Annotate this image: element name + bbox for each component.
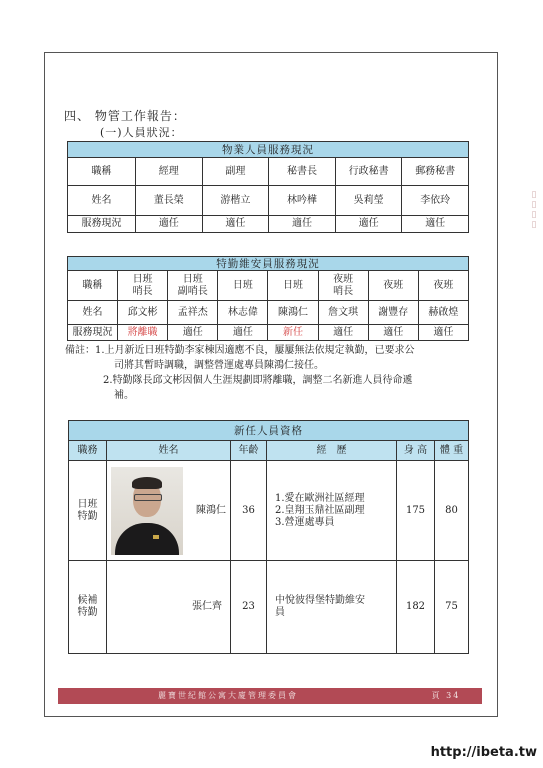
row-label: 服務現況 [68, 216, 136, 233]
duty-cell: 候補 特勤 [69, 561, 107, 654]
row-label: 職稱 [68, 158, 136, 186]
table-cell: 適任 [218, 325, 268, 341]
table-cell: 夜班 [418, 271, 468, 301]
experience-cell: 1.愛在歐洲社區經理 2.皇翔玉鼎社區副理 3.營運處專員 [267, 461, 397, 561]
new-staff-table [68, 420, 469, 654]
table-cell: 李依玲 [402, 186, 469, 216]
table-cell: 適任 [368, 325, 418, 341]
notes-label: 備註： [65, 345, 95, 356]
table-cell: 適任 [269, 216, 336, 233]
table-cell: 邱文彬 [118, 301, 168, 325]
name-cell [107, 461, 231, 561]
staff-name: 張仁齊 [192, 601, 222, 612]
table-cell: 夜班 [368, 271, 418, 301]
property-staff-table [67, 141, 469, 233]
table-cell: 林志偉 [218, 301, 268, 325]
col-header-name: 姓名 [107, 441, 231, 461]
weight-cell: 80 [435, 461, 469, 561]
staff-name: 陳鴻仁 [196, 504, 226, 516]
table-cell: 秘書長 [269, 158, 336, 186]
table-cell: 詹文琪 [318, 301, 368, 325]
table-cell: 陳鴻仁 [268, 301, 318, 325]
section-title: 四、 物管工作報告： [64, 109, 186, 123]
table-cell: 日班 [218, 271, 268, 301]
table-cell: 赫啟煌 [418, 301, 468, 325]
experience-cell: 中悅彼得堡特勤維安 員 [267, 561, 397, 654]
note-item-2: 2.特勤隊長邱文彬因個人生涯規劃即將離職，調整二名新進人員待命遞 [103, 375, 413, 386]
security-table-title: 特勤維安員服務現況 [68, 257, 469, 271]
table-cell: 副理 [202, 158, 269, 186]
table-cell: 郵務秘書 [402, 158, 469, 186]
table-cell: 適任 [402, 216, 469, 233]
row-label: 服務現況 [68, 325, 118, 341]
table-cell: 適任 [136, 216, 203, 233]
note-item-1-cont: 司將其暫時調職，調整營運處專員陳鴻仁接任。 [114, 360, 324, 371]
status-new: 新任 [268, 325, 318, 341]
row-label: 姓名 [68, 301, 118, 325]
edge-mark: ▯▯▯▯ [529, 190, 539, 230]
duty-cell: 日班 特勤 [69, 461, 107, 561]
table-cell: 適任 [318, 325, 368, 341]
table-row [69, 561, 469, 654]
table-cell: 林吟樺 [269, 186, 336, 216]
table-cell: 適任 [418, 325, 468, 341]
note-item-1: 1.上月新近日班特勤李家棟因適應不良，屢屢無法依規定執勤，已要求公 [95, 345, 415, 356]
col-header-experience: 經 歷 [267, 441, 397, 461]
row-label: 職稱 [68, 271, 118, 301]
security-staff-table [67, 256, 469, 341]
table-cell: 游楷立 [202, 186, 269, 216]
table-cell: 吳莉瑩 [335, 186, 402, 216]
note-item-2-cont: 補。 [114, 390, 134, 401]
subsection-title: (一)人員狀況： [100, 126, 183, 139]
page-footer [58, 688, 482, 704]
staff-photo [111, 467, 183, 555]
weight-cell: 75 [435, 561, 469, 654]
table-cell: 孟祥杰 [168, 301, 218, 325]
table-cell: 董長榮 [136, 186, 203, 216]
table-cell: 謝豐存 [368, 301, 418, 325]
table-cell: 日班 副哨長 [168, 271, 218, 301]
height-cell: 175 [397, 461, 435, 561]
col-header-height: 身 高 [397, 441, 435, 461]
row-label: 姓名 [68, 186, 136, 216]
col-header-age: 年齡 [231, 441, 267, 461]
table-row [69, 461, 469, 561]
table-cell: 夜班 哨長 [318, 271, 368, 301]
table-cell: 日班 哨長 [118, 271, 168, 301]
height-cell: 182 [397, 561, 435, 654]
table-cell: 適任 [335, 216, 402, 233]
status-leaving: 將離職 [118, 325, 168, 341]
table-cell: 日班 [268, 271, 318, 301]
name-cell [107, 561, 231, 654]
site-watermark: http://ibeta.tw [430, 745, 537, 760]
age-cell: 36 [231, 461, 267, 561]
page-number: 頁 34 [431, 691, 461, 700]
age-cell: 23 [231, 561, 267, 654]
table-cell: 經理 [136, 158, 203, 186]
new-staff-table-title: 新任人員資格 [69, 421, 469, 441]
property-table-title: 物業人員服務現況 [68, 142, 469, 158]
table-cell: 適任 [168, 325, 218, 341]
footer-title: 麗寶世紀館公寓大廈管理委員會 [158, 691, 298, 700]
col-header-weight: 體 重 [435, 441, 469, 461]
table-cell: 行政秘書 [335, 158, 402, 186]
table-cell: 適任 [202, 216, 269, 233]
col-header-duty: 職務 [69, 441, 107, 461]
notes [65, 343, 415, 403]
